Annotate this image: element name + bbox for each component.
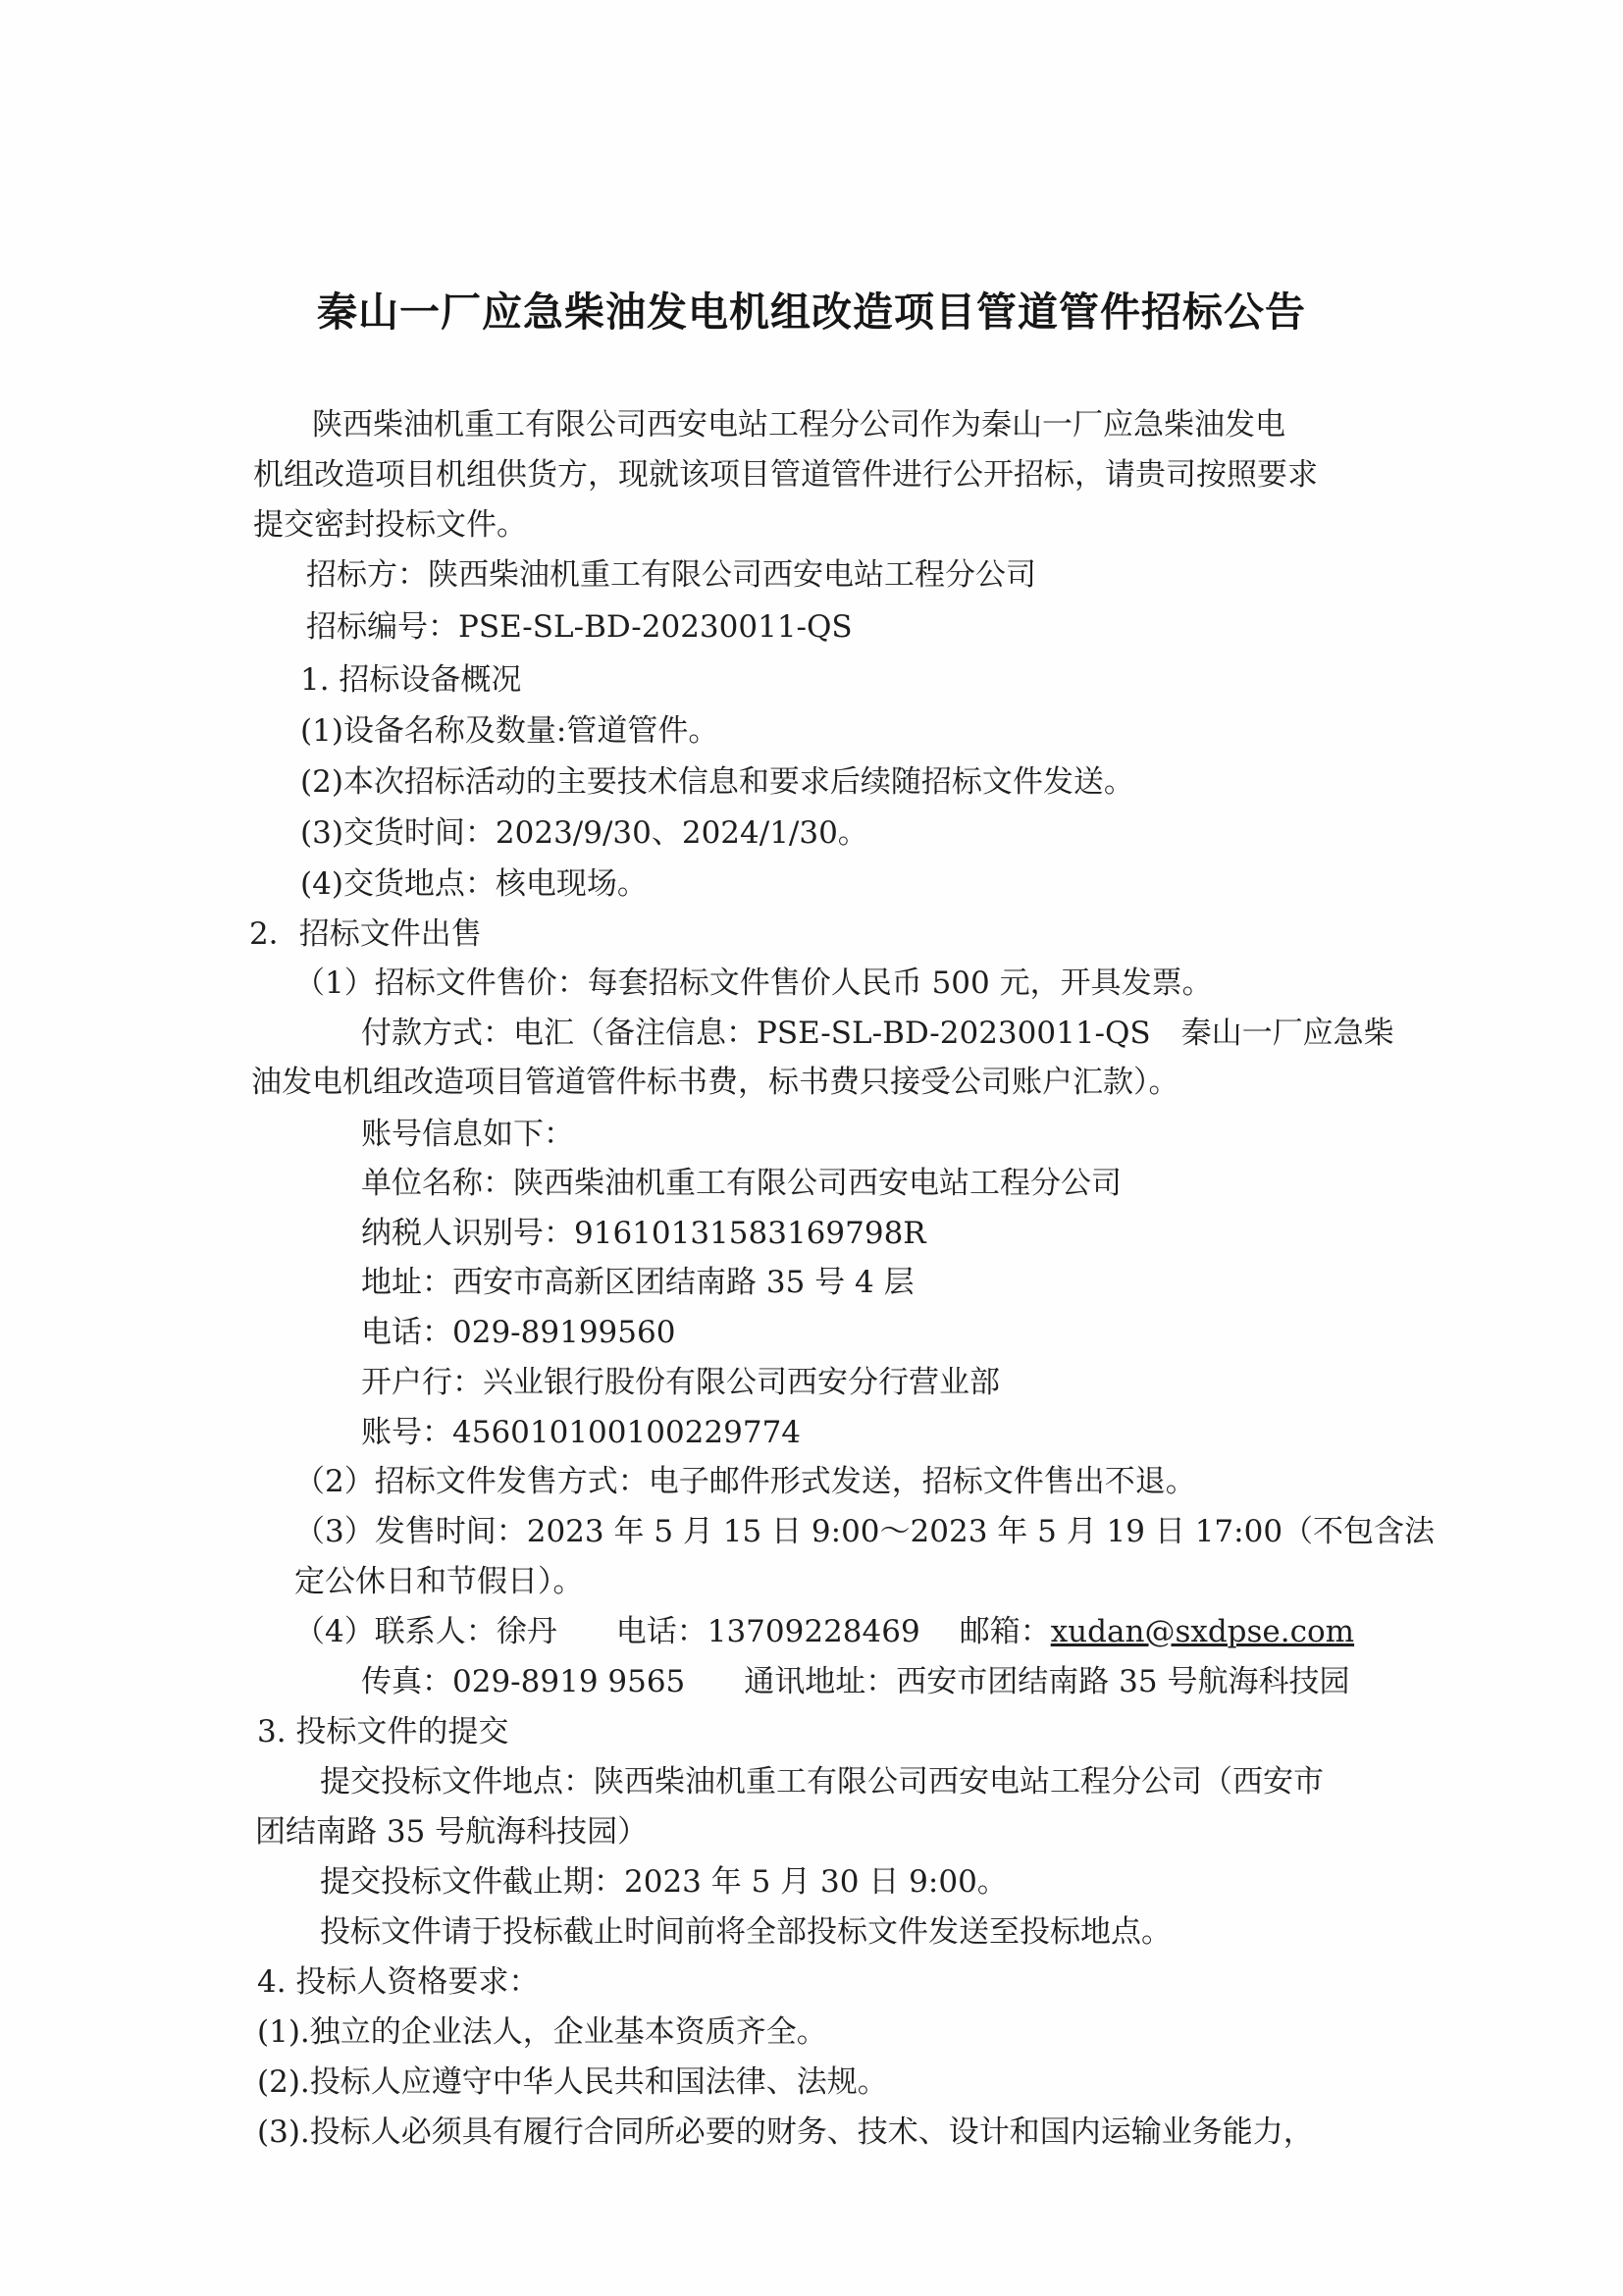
section-3-heading: 3. 投标文件的提交 <box>257 1714 509 1749</box>
account-number: 账号：456010100100229774 <box>361 1415 802 1450</box>
intro-line-2: 机组改造项目机组供货方，现就该项目管道管件进行公开招标，请贵司按照要求 <box>253 457 1318 493</box>
sale-method: （2）招标文件发售方式：电子邮件形式发送，招标文件售出不退。 <box>294 1464 1196 1499</box>
account-intro: 账号信息如下： <box>361 1117 574 1152</box>
section-1-item: (4)交货地点：核电现场。 <box>300 866 648 902</box>
section-1-heading: 1. 招标设备概况 <box>300 662 522 698</box>
taxpayer-id: 纳税人识别号：91610131583169798R <box>361 1216 926 1251</box>
mail-address: 通讯地址：西安市团结南路 35 号航海科技园 <box>744 1664 1350 1699</box>
payment-line-2: 油发电机组改造项目管道管件标书费，标书费只接受公司账户汇款）。 <box>251 1065 1179 1100</box>
fax: 传真：029-8919 9565 <box>361 1664 686 1699</box>
price-line: （1）招标文件售价：每套招标文件售价人民币 500 元，开具发票。 <box>294 965 1213 1001</box>
qualification-item: (1).独立的企业法人，企业基本资质齐全。 <box>257 2014 827 2050</box>
intro-line-3: 提交密封投标文件。 <box>253 507 527 543</box>
page-title: 秦山一厂应急柴油发电机组改造项目管道管件招标公告 <box>317 288 1306 336</box>
contact-person: （4）联系人：徐丹 <box>294 1614 557 1649</box>
address: 地址：西安市高新区团结南路 35 号 4 层 <box>361 1265 915 1300</box>
fax-line <box>361 1662 1349 1701</box>
section-1-item: (3)交货时间：2023/9/30、2024/1/30。 <box>300 815 868 851</box>
contact-email-link[interactable]: xudan@sxdpse.com <box>1050 1614 1355 1649</box>
tenderer: 招标方：陕西柴油机重工有限公司西安电站工程分公司 <box>306 557 1036 593</box>
sale-time-line-1: （3）发售时间：2023 年 5 月 15 日 9:00～2023 年 5 月 19 日 17:00（不包含法 <box>294 1514 1436 1549</box>
company-name: 单位名称：陕西柴油机重工有限公司西安电站工程分公司 <box>361 1166 1122 1201</box>
section-4-heading: 4. 投标人资格要求： <box>257 1964 540 2000</box>
contact-email-label: 邮箱： <box>959 1614 1051 1649</box>
intro-line-1: 陕西柴油机重工有限公司西安电站工程分公司作为秦山一厂应急柴油发电 <box>312 407 1285 443</box>
payment-line-1: 付款方式：电汇（备注信息：PSE-SL-BD-20230011-QS 秦山一厂应急柴 <box>361 1016 1394 1051</box>
section-2-heading: 2．招标文件出售 <box>249 916 482 952</box>
tender-number: 招标编号：PSE-SL-BD-20230011-QS <box>306 609 853 645</box>
sale-time-line-2: 定公休日和节假日）。 <box>294 1564 584 1599</box>
qualification-item: (2).投标人应遵守中华人民共和国法律、法规。 <box>257 2064 888 2100</box>
qualification-item: (3).投标人必须具有履行合同所必要的财务、技术、设计和国内运输业务能力， <box>257 2114 1314 2150</box>
phone: 电话：029-89199560 <box>361 1315 676 1350</box>
submit-deadline: 提交投标文件截止期：2023 年 5 月 30 日 9:00。 <box>320 1864 1008 1900</box>
submit-place-line-1: 提交投标文件地点：陕西柴油机重工有限公司西安电站工程分公司（西安市 <box>320 1764 1324 1800</box>
section-1-item: (1)设备名称及数量:管道管件。 <box>300 713 719 749</box>
bank: 开户行：兴业银行股份有限公司西安分行营业部 <box>361 1365 1000 1400</box>
submit-place-line-2: 团结南路 35 号航海科技园） <box>255 1814 649 1850</box>
contact-phone: 电话：13709228469 <box>615 1614 920 1649</box>
section-1-item: (2)本次招标活动的主要技术信息和要求后续随招标文件发送。 <box>300 764 1134 800</box>
submit-note: 投标文件请于投标截止时间前将全部投标文件发送至投标地点。 <box>320 1914 1172 1950</box>
contact-line <box>294 1612 1354 1651</box>
